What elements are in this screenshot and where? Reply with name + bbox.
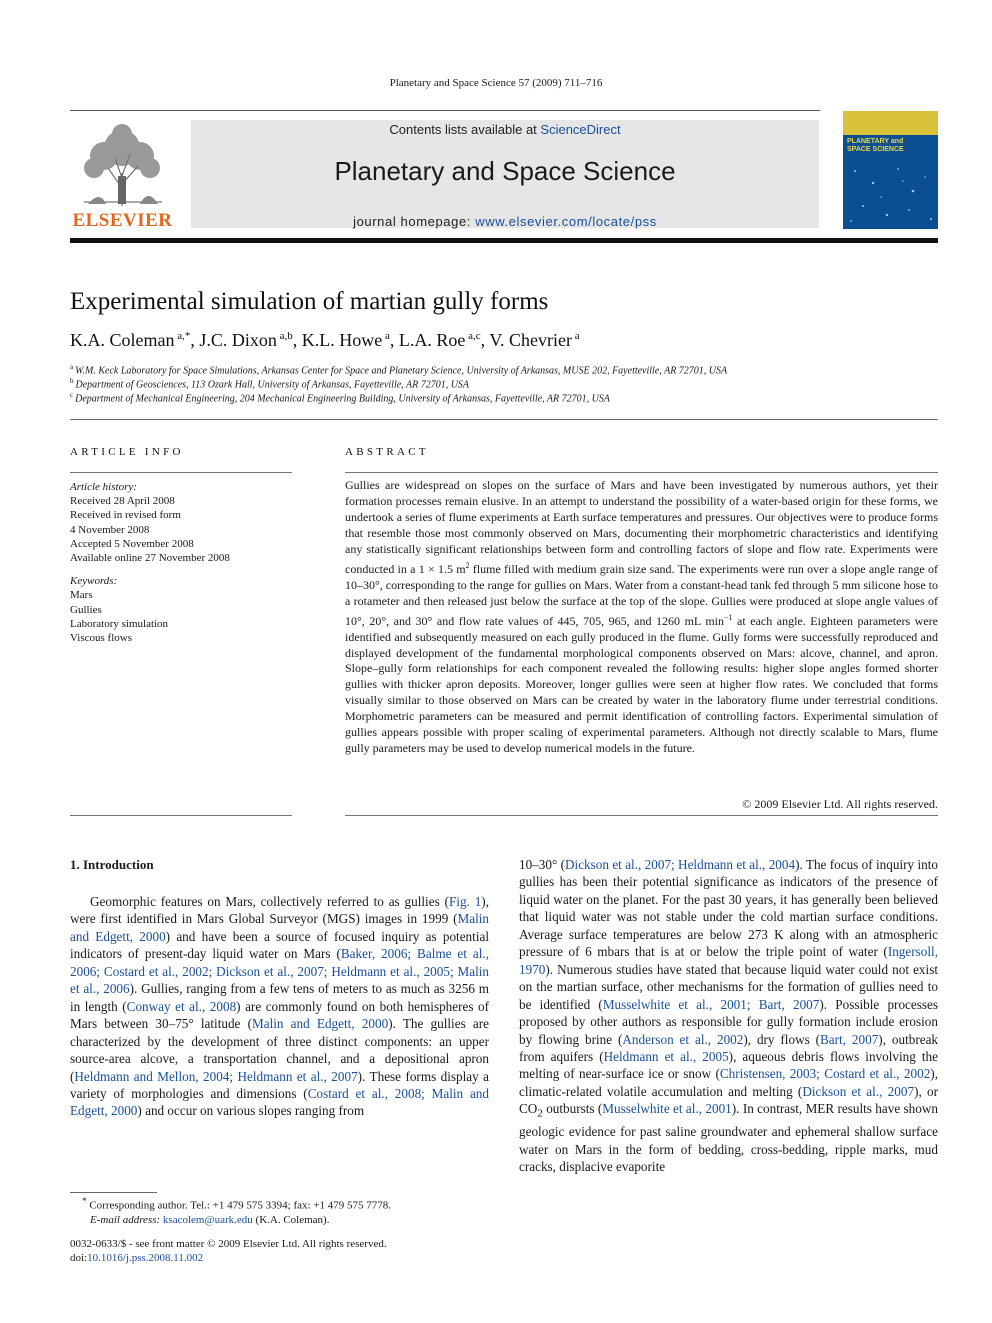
body-text: ). In contrast, MER results have shown geologic evidence for past saline groundwater and ephemeral shallow surface water on Mars in the form of bedding, cross-bedding, ripple marks, mud cracks, displacive evaporite [519,1101,938,1175]
body-text: ) and occur on various slopes ranging from [137,1103,365,1119]
citation-link[interactable]: Bart, 2007 [820,1031,879,1047]
body-text: outbursts ( [542,1101,603,1117]
citation-link[interactable]: Heldmann et al., 2005 [603,1048,729,1064]
journal-name: Planetary and Space Science [334,156,676,186]
article-info-label: ARTICLE INFO [70,446,184,458]
abstract-sup-2: −1 [724,612,733,622]
citation-link[interactable]: Dickson et al., 2007 [802,1083,915,1099]
author-list: K.A. Coleman $^{a,*}$, J.C. Dixon $^{a,b}$, K.L. Howe $^a$, L.A. Roe $^{a,c}$, V. Chevrier $^a$ [70,330,580,350]
cover-title [847,138,904,154]
body-text: ), outbreak from aquifers ( [519,1031,939,1064]
subscript: 2 [537,1107,543,1120]
header-divider [70,238,938,243]
doi-prefix: doi: [70,1252,88,1264]
body-text: Geomorphic features on Mars, collectively referred to as gullies ( [90,894,449,909]
cover-title-line-2: SPACE SCIENCE [847,146,904,153]
homepage-line [191,214,819,229]
citation-link[interactable]: Christensen, 2003; Costard et al., 2002 [719,1066,931,1082]
cover-title-line-1: PLANETARY and [847,138,904,145]
keywords-list [70,588,292,645]
history-item: Available online 27 November 2008 [70,552,230,565]
introduction-heading: 1. Introduction [70,857,154,872]
author-affiliation-mark: a [382,330,390,342]
email-link[interactable]: ksacolem@uark.edu [162,1214,253,1227]
contents-prefix: Contents lists available at [389,122,541,137]
author-name: J.C. Dixon [199,330,277,350]
abstract-label: ABSTRACT [345,446,429,458]
affiliation-mark: b [70,377,74,385]
body-text: ). The focus of inquiry into gullies has been their potential significance as indicators of the presence of liquid water on the planet. For the past 30 years, it has generally been believed that liquid water was not stable under the cold martian surface conditions. Average surface temperatures are below 273 K along with an atmospheric pressure of 6 mbars that is at or below the triple point of water ( [519,857,938,960]
citation-link[interactable]: Heldmann and Mellon, 2004; Heldmann et al., 2007 [74,1068,358,1084]
citation-link[interactable]: Anderson et al., 2002 [622,1031,744,1047]
email-suffix: (K.A. Coleman). [252,1214,330,1227]
citation-link[interactable]: Malin and Edgett, 2000 [70,911,489,944]
body-text: ). Possible processes proposed by other authors as responsible for gully formation include erosion by flowing brine ( [519,996,938,1047]
citation-link[interactable]: Conway et al., 2008 [126,998,237,1014]
contents-line [191,122,819,137]
body-text: ). These forms display a variety of morphologies and dimensions ( [70,1068,489,1101]
citation-link[interactable]: Ingersoll, 1970 [519,944,938,977]
top-divider [70,110,820,111]
footnote-contact: Corresponding author. Tel.: +1 479 575 3394; fax: +1 479 575 7778. [86,1199,392,1212]
citation-link[interactable]: Malin and Edgett, 2000 [251,1016,389,1032]
citation-link[interactable]: Fig. 1 [448,894,482,909]
body-text: ), dry flows ( [743,1031,821,1047]
body-text: 10–30° ( [519,857,565,872]
elsevier-wordmark: ELSEVIER [72,210,173,231]
footnote-mark: * [82,1196,87,1206]
article-info [70,480,292,645]
history-item: 4 November 2008 [70,523,150,536]
email-label: E-mail address: [90,1214,163,1227]
affiliation-mark: a [70,363,74,371]
author-affiliation-mark: a,b [276,330,293,342]
author-name: K.L. Howe [301,330,383,350]
abstract-sup-1: 2 [465,560,470,570]
history-list [70,494,292,565]
journal-masthead [191,120,819,228]
article-info-rule [70,472,292,473]
abstract-text [345,478,938,757]
affiliation-line [70,377,469,390]
title-divider [70,419,938,420]
citation-link[interactable]: Baker, 2006; Balme et al., 2006; Costard et al., 2002; Dickson et al., 2007; Heldmann et al., 2005; Malin et al., 2006 [70,946,489,997]
journal-cover-thumbnail [843,111,938,229]
affiliation-text: Department of Geosciences, 113 Ozark Hall, University of Arkansas, Fayetteville, AR 72701, USA [75,379,470,391]
body-text: ), aqueous debris flows involving the melting of near-surface ice or snow ( [519,1048,938,1082]
author-name: V. Chevrier [489,330,573,350]
author-name: L.A. Roe [398,330,466,350]
history-heading: Article history: [70,481,137,493]
citation-link[interactable]: Musselwhite et al., 2001 [602,1101,732,1117]
history-item: Received 28 April 2008 [70,495,175,508]
body-text: ). Gullies, ranging from a few tens of meters to as much as 3256 m in length ( [70,981,489,1014]
homepage-link[interactable]: www.elsevier.com/locate/pss [475,214,657,229]
affiliation-text: Department of Mechanical Engineering, 204 Mechanical Engineering Building, University of Arkansas, Fayetteville, AR 72701, USA [75,393,610,405]
homepage-prefix: journal homepage: [353,214,476,229]
body-text: ), climatic-related volatile accumulation and melting ( [519,1066,938,1099]
abstract-bottom-rule [345,815,938,816]
keyword-item: Mars [70,589,93,602]
citation-link[interactable]: Musselwhite et al., 2001; Bart, 2007 [602,996,820,1012]
journal-reference: Planetary and Space Science 57 (2009) 711–716 [389,77,603,89]
keyword-item: Viscous flows [70,632,132,645]
keyword-item: Laboratory simulation [70,617,169,630]
abstract-part-2: flume filled with medium grain size sand. The experiments were run over a slope angle range of 10–30°, corresponding to the range for gullies on Mars. Water from a constant-head tank fed through 5 mm silicone hose to a rotameter and then released just below the surface at the top of the slope. Gullies were produced at slope angle values of 10°, 20°, and 30° and flow rate values of 445, 705, 965, and 1260 mL min [345,561,938,628]
affiliation-mark: c [70,391,74,399]
keywords-heading: Keywords: [70,575,118,588]
author-affiliation-mark: a,* [174,330,191,342]
sciencedirect-link[interactable]: ScienceDirect [540,122,621,137]
affiliation-text: W.M. Keck Laboratory for Space Simulations, Arkansas Center for Space and Planetary Science, University of Arkansas, MUSE 202, Fayetteville, AR 72701, USA [75,365,728,377]
abstract-part-1: Gullies are widespread on slopes on the surface of Mars and have been investigated by numerous authors, yet their formation processes remain elusive. In an attempt to understand the possibility of a water-based origin for these forms, we undertook a series of flume experiments at Earth surface temperatures and pressures. Our objectives were to produce forms that resemble those most commonly observed on Mars, documenting their morphometric characteristics and identifying any statistically significant relationships between form and controlling factors of slope and flow rate. Experiments were conducted in a 1 × 1.5 m [345,478,938,576]
intro-right-column [519,856,938,1176]
body-text: ) and have been a source of focused inquiry as potential indicators of present-day liquid water on Mars ( [70,928,489,962]
keyword-item: Gullies [70,603,102,616]
body-text: ). The gullies are characterized by the development of three distinct components: an upper source-area alcove, a transportation channel, and a depositional apron ( [70,1016,489,1084]
abstract-rule [345,472,938,473]
body-text: ), were first identified in Mars Global Surveyor (MGS) images in 1999 ( [70,894,489,927]
affiliation-line [70,391,610,404]
doi-link[interactable]: 10.1016/j.pss.2008.11.002 [87,1252,204,1264]
body-text: ) are commonly found on both hemispheres of Mars between 30–75° latitude ( [70,998,489,1032]
article-info-bottom-rule [70,815,292,816]
footnote-rule [70,1192,157,1193]
body-text: ), or CO [519,1083,938,1117]
front-matter-meta [70,1237,387,1265]
author-affiliation-mark: a,c [465,330,481,342]
author-affiliation-mark: a [572,330,580,342]
citation-link[interactable]: Costard et al., 2008; Malin and Edgett, 2000 [70,1085,489,1119]
issn-line: 0032-0633/$ - see front matter © 2009 Elsevier Ltd. All rights reserved. [70,1238,387,1250]
body-text: ). Numerous studies have stated that because liquid water could not exist on the martian surface, other mechanisms for the formation of gullies need to be identified ( [519,961,938,1012]
author-name: K.A. Coleman [70,330,175,350]
history-item: Received in revised form [70,509,181,522]
history-item: Accepted 5 November 2008 [70,537,194,550]
abstract-part-3: at each angle. Eighteen parameters were identified and subsequently measured on each gully produced in the flume. Gully forms were successfully reproduced and displayed development of the fundamental morphological components observed on Mars: alcove, channel, and apron. Slope–gully form relationships for each component revealed the following results: higher slope angles formed shorter gullies with thicker apron deposits. Moreover, longer gullies were seen at higher flow rates. We concluded that forms visually similar to those observed on Mars can be created by water in the laboratory flume under terrestrial conditions. Morphometric parameters can be measured and permit identification of controlling factors. Experimental simulation of gullies appears possible with proper scaling of experimental parameters. Although not directly scalable to Mars, flume gully parameters may be used to develop numerical models in the future. [345,613,938,756]
article-title: Experimental simulation of martian gully forms [70,288,549,315]
cover-starfield [843,111,938,229]
corresponding-author-footnote [70,1194,391,1228]
affiliation-line [70,363,727,376]
copyright-notice: © 2009 Elsevier Ltd. All rights reserved. [742,797,938,811]
citation-link[interactable]: Dickson et al., 2007; Heldmann et al., 2004 [565,857,796,872]
intro-left-column [70,893,489,1120]
